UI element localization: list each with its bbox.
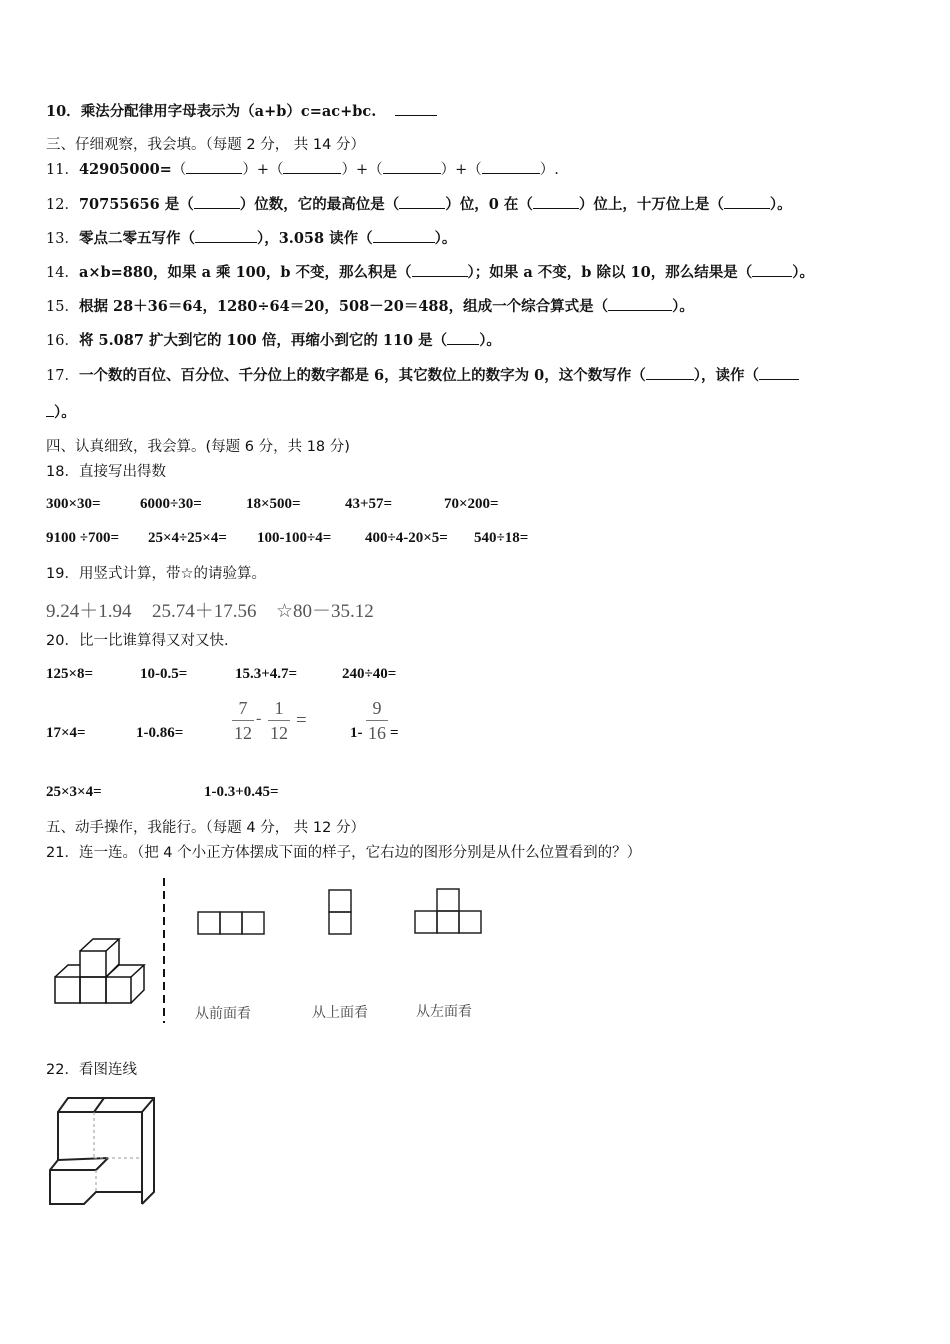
answer-blank[interactable]	[608, 297, 672, 311]
fraction-bar	[366, 720, 388, 721]
question-text: ）。	[672, 298, 694, 315]
calc-item: 6000÷30=	[140, 496, 202, 512]
question-number: 16．	[46, 333, 79, 349]
question-text: 根据 28＋36＝64，1280÷64＝20，508－20＝488，组成一个综合算式是（	[78, 298, 609, 315]
answer-blank-1[interactable]	[186, 160, 242, 174]
question-18-title: 18．直接写出得数	[46, 464, 166, 480]
question-text: ）。	[769, 196, 792, 213]
question-text: ）。	[479, 332, 501, 349]
question-text: ）位数，它的最高位是（	[239, 196, 400, 213]
calc-item: 100-100÷4=	[257, 530, 332, 546]
question-text: ）。	[434, 230, 457, 247]
numerator: 1	[274, 698, 284, 718]
calc-item: 540÷18=	[474, 530, 529, 546]
answer-blank-1[interactable]	[195, 229, 257, 243]
minus-sign: -	[256, 710, 262, 727]
question-15	[46, 297, 694, 317]
calc-item: 18×500=	[246, 496, 301, 512]
answer-blank-2[interactable]	[373, 229, 435, 243]
left-view-figure[interactable]	[413, 887, 485, 935]
calc-prefix: 1-	[350, 725, 363, 741]
answer-blank-2[interactable]	[399, 195, 445, 209]
question-text: ），3.058 读作（	[256, 230, 373, 247]
question-text: 一个数的百位、百分位、千分位上的数字都是 6，其它数位上的数字为 0，这个数写作（	[78, 367, 646, 384]
equals-sign: =	[296, 710, 307, 731]
answer-blank-4[interactable]	[724, 195, 770, 209]
question-19-title: 19．用竖式计算，带☆的请验算。	[46, 566, 266, 582]
fraction-bar	[268, 720, 290, 721]
question-text: ）。	[792, 264, 814, 281]
calc-item: 125×8=	[46, 666, 94, 682]
vertical-calc-item: 9.24＋1.94	[46, 601, 132, 622]
denominator: 16	[368, 723, 386, 743]
question-20-title: 20．比一比谁算得又对又快.	[46, 633, 229, 649]
answer-blank-2-cont[interactable]	[46, 403, 54, 417]
answer-blank-1[interactable]	[194, 195, 240, 209]
question-10	[46, 102, 437, 122]
question-text: ），读作（	[693, 367, 759, 384]
question-number: 12．	[46, 197, 79, 213]
calc-item: 43+57=	[345, 496, 393, 512]
question-17-continued	[46, 403, 76, 423]
question-text: ）。	[54, 404, 76, 421]
question-16	[46, 331, 501, 351]
calc-item: 9100 ÷700=	[46, 530, 120, 546]
paren: ）+（	[242, 162, 284, 178]
question-13	[46, 229, 456, 249]
question-text: ）位，0 在（	[445, 196, 533, 213]
denominator: 12	[270, 723, 288, 743]
question-text: ）位上，十万位上是（	[578, 196, 724, 213]
calc-item: 240÷40=	[342, 666, 397, 682]
calc-item: 400÷4-20×5=	[365, 530, 448, 546]
question-text: 42905000=	[78, 161, 172, 178]
fraction	[232, 698, 254, 743]
paren: ）+（	[341, 162, 383, 178]
calc-item: 15.3+4.7=	[235, 666, 298, 682]
vertical-calc-item: 25.74＋17.56	[152, 601, 257, 622]
answer-blank-3[interactable]	[533, 195, 579, 209]
front-view-figure[interactable]	[196, 910, 268, 936]
section-4-title: 四、认真细致，我会算。(每题 6 分，共 18 分)	[46, 439, 350, 455]
paren: （	[171, 162, 187, 178]
question-number: 15．	[46, 299, 79, 315]
dashed-divider	[160, 878, 168, 1023]
question-text: a×b=880，如果 a 乘 100，b 不变，那么积是（	[78, 264, 412, 281]
question-text: ）；如果 a 不变，b 除以 10，那么结果是（	[467, 264, 753, 281]
answer-blank-1[interactable]	[412, 263, 468, 277]
question-11	[46, 160, 559, 180]
fraction-bar	[232, 720, 254, 721]
calc-item: 25×3×4=	[46, 784, 102, 800]
question-17	[46, 366, 799, 386]
question-number: 14．	[46, 265, 79, 281]
answer-blank[interactable]	[395, 102, 437, 116]
question-21-title: 21．连一连。（把 4 个小正方体摆成下面的样子，它右边的图形分别是从什么位置看到的？）	[46, 845, 642, 861]
view-label-left[interactable]: 从左面看	[416, 1004, 472, 1020]
cube-arrangement-figure	[50, 930, 150, 1010]
view-label-top[interactable]: 从上面看	[312, 1005, 368, 1021]
fraction	[268, 698, 290, 743]
stacked-cubes-figure	[46, 1092, 156, 1210]
equals-sign: =	[390, 725, 399, 741]
answer-blank[interactable]	[447, 331, 479, 345]
question-22-title: 22．看图连线	[46, 1062, 137, 1078]
calc-item: 10-0.5=	[140, 666, 188, 682]
numerator: 9	[372, 698, 382, 718]
question-12	[46, 195, 792, 215]
answer-blank-4[interactable]	[482, 160, 540, 174]
fraction	[366, 698, 388, 743]
calc-item: 300×30=	[46, 496, 101, 512]
calc-item: 17×4=	[46, 725, 86, 741]
question-text: 零点二零五写作（	[78, 230, 195, 247]
question-number: 10．	[46, 103, 81, 120]
answer-blank-2[interactable]	[759, 366, 799, 380]
answer-blank-3[interactable]	[383, 160, 441, 174]
paren: ）+（	[440, 162, 482, 178]
calc-item: 70×200=	[444, 496, 499, 512]
answer-blank-2[interactable]	[752, 263, 792, 277]
answer-blank-1[interactable]	[646, 366, 694, 380]
denominator: 12	[234, 723, 252, 743]
section-5-title: 五、动手操作，我能行。（每题 4 分， 共 12 分）	[46, 820, 365, 836]
calc-item: 1-0.3+0.45=	[204, 784, 279, 800]
question-number: 17．	[46, 368, 79, 384]
numerator: 7	[238, 698, 248, 718]
calc-item: 1-0.86=	[136, 725, 184, 741]
question-number: 11．	[46, 162, 79, 178]
answer-blank-2[interactable]	[283, 160, 341, 174]
question-text: 70755656 是（	[78, 196, 194, 213]
calc-item: 25×4÷25×4=	[148, 530, 227, 546]
section-3-title: 三、仔细观察，我会填。（每题 2 分， 共 14 分）	[46, 137, 365, 153]
paren: ）.	[539, 162, 559, 178]
question-number: 13．	[46, 231, 79, 247]
question-text: 乘法分配律用字母表示为（a+b）c=ac+bc.	[80, 103, 377, 120]
top-view-figure[interactable]	[327, 888, 355, 936]
question-text: 将 5.087 扩大到它的 100 倍，再缩小到它的 110 是（	[78, 332, 448, 349]
question-14	[46, 263, 814, 283]
vertical-calc-item-starred: ☆80－35.12	[276, 601, 374, 622]
view-label-front[interactable]: 从前面看	[195, 1006, 251, 1022]
